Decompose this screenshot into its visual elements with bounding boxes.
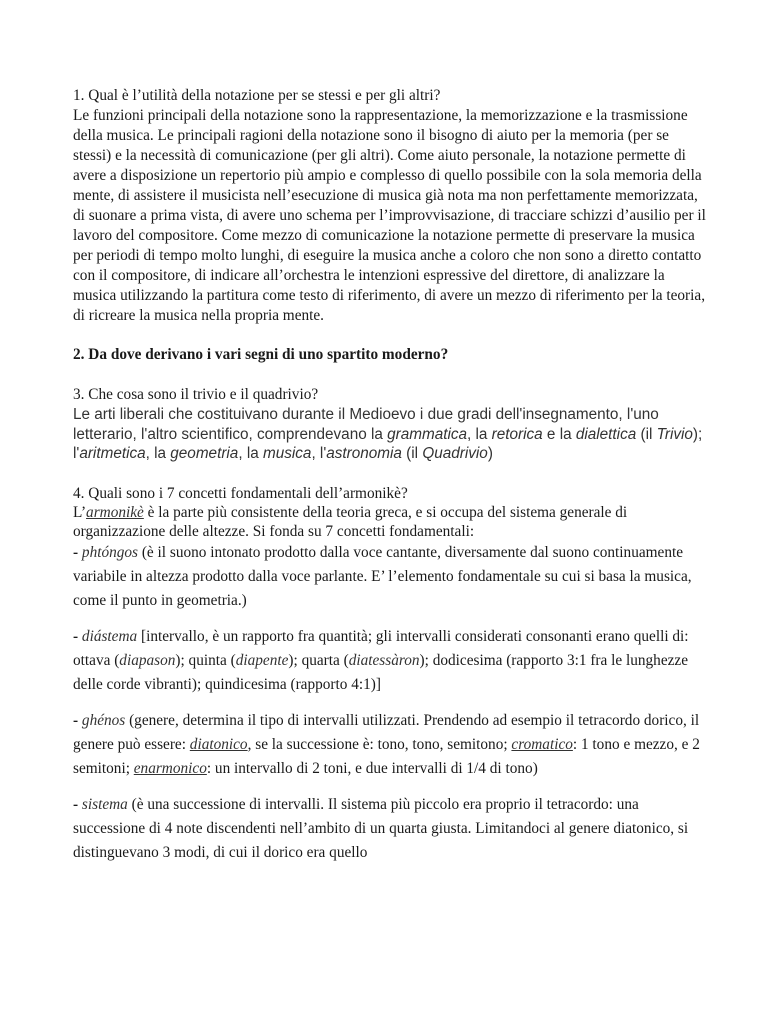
text-run: (è il suono intonato prodotto dalla voce cantante, diversamente dal suono continuamente variabile in altezza prodotto dalla voce parlante. E’ l’elemento fondamentale su cui si basa la musica, come il punto in geometria.) bbox=[73, 543, 692, 609]
term-diatessaron: diatessàron bbox=[348, 651, 420, 669]
text-run: ); dodicesima (rapporto 3:1 fra le lunghezze delle corde vibranti); quindicesima (rapporto 4:1)] bbox=[73, 651, 688, 693]
term-grammatica: grammatica bbox=[387, 425, 468, 443]
text-run: , la bbox=[238, 445, 263, 463]
term-geometria: geometria bbox=[170, 445, 239, 463]
text-run: , se la successione è: tono, tono, semitono; bbox=[247, 735, 512, 753]
term-retorica: retorica bbox=[491, 425, 543, 443]
term-astronomia: astronomia bbox=[326, 445, 402, 463]
text-run: L’ bbox=[73, 503, 87, 521]
term-cromatico-link[interactable]: cromatico bbox=[511, 735, 573, 753]
text-run: , la bbox=[145, 445, 171, 463]
term-dialettica: dialettica bbox=[575, 425, 637, 443]
text-run: (è una successione di intervalli. Il sistema più piccolo era proprio il tetracordo: una successione di 4 note discendenti nell’ambito di un quarta giusta. Limitandoci al genere diatonico, si distinguevano 3 modi, di cui il dorico era quello bbox=[73, 795, 689, 861]
question-2-title: 2. Da dove derivano i vari segni di uno spartito moderno? bbox=[73, 346, 449, 363]
question-1-answer: Le funzioni principali della notazione sono la rappresentazione, la memorizzazione e la trasmissione della musica. Le principali ragioni della notazione sono il bisogno di aiuto per la memoria (per se stessi) e la necessità di comunicazione (per gli altri). Come aiuto personale, la notazione permette di avere a disposizione un repertorio più ampio e complesso di quello possibile con la sola memoria della mente, di assistere il musicista nell’esecuzione di musica già nota ma non perfettamente memorizzata, di suonare a prima vista, di avere uno schema per l’improvvisazione, di tracciare schizzi d’ausilio per il lavoro del compositore. Come mezzo di comunicazione la notazione permette di preservare la musica per periodi di tempo molto lunghi, di eseguire la musica anche a coloro che non sono a diretto contatto con il compositore, di indicare all’orchestra le intenzioni espressive del direttore, di analizzare la musica utilizzando la partitura come testo di riferimento, di avere un mezzo di riferimento per la teoria, di ricreare la musica nella propria mente. bbox=[73, 107, 706, 324]
text-run: è la parte più consistente della teoria greca, e si occupa del sistema generale di organizzazione delle altezze. Si fonda su 7 concetti fondamentali: bbox=[73, 503, 628, 540]
term-ghenos: ghénos bbox=[81, 711, 126, 729]
concept-phtongos bbox=[73, 541, 708, 613]
term-sistema: sistema bbox=[81, 795, 128, 813]
text-run: Le arti liberali che costituivano durante il Medioevo i due gradi dell'insegnamento, l'uno letterario, l'altro scientifico, comprendevano la bbox=[73, 406, 659, 443]
term-diastema: diástema bbox=[81, 627, 138, 645]
term-diapason: diapason bbox=[119, 651, 176, 669]
question-1 bbox=[73, 86, 708, 326]
term-diatonico-link[interactable]: diatonico bbox=[189, 735, 248, 753]
text-run: , l' bbox=[311, 445, 327, 463]
text-run: e la bbox=[542, 425, 576, 443]
text-run: , la bbox=[467, 425, 492, 443]
term-diapente: diapente bbox=[235, 651, 289, 669]
text-run: ) bbox=[487, 445, 493, 463]
question-4-title: 4. Quali sono i 7 concetti fondamentali dell’armonikè? bbox=[73, 484, 408, 502]
term-enarmonico-link[interactable]: enarmonico bbox=[133, 759, 207, 777]
term-trivio: Trivio bbox=[656, 425, 693, 443]
text-run: (genere, determina il tipo di intervalli utilizzati. Prendendo ad esempio il tetracordo dorico, il genere può essere: bbox=[73, 711, 700, 753]
bullet-dash: - bbox=[73, 543, 82, 561]
concept-sistema bbox=[73, 793, 708, 865]
concept-diastema bbox=[73, 625, 708, 697]
question-3-answer bbox=[73, 405, 708, 464]
bullet-dash: - bbox=[73, 627, 82, 645]
text-run: [intervallo, è un rapporto fra quantità; gli intervalli considerati consonanti erano quelli di: ottava ( bbox=[73, 627, 689, 669]
text-run: ); quinta ( bbox=[175, 651, 236, 669]
question-3-title: 3. Che cosa sono il trivio e il quadrivio? bbox=[73, 386, 319, 403]
text-run: ); l' bbox=[73, 425, 703, 463]
bullet-dash: - bbox=[73, 795, 82, 813]
text-run: (il bbox=[636, 425, 657, 443]
text-run: : 1 tono e mezzo, e 2 semitoni; bbox=[73, 735, 700, 777]
text-run: : un intervallo di 2 toni, e due intervalli di 1/4 di tono) bbox=[206, 759, 538, 777]
question-4-intro bbox=[73, 503, 708, 541]
text-run: ); quarta ( bbox=[288, 651, 349, 669]
concept-ghenos bbox=[73, 709, 708, 781]
term-quadrivio: Quadrivio bbox=[422, 445, 488, 463]
term-armonike-link[interactable]: armonikè bbox=[86, 503, 144, 521]
text-run: (il bbox=[401, 445, 423, 463]
question-1-title: 1. Qual è l’utilità della notazione per se stessi e per gli altri? bbox=[73, 87, 441, 104]
term-musica: musica bbox=[262, 445, 312, 463]
bullet-dash: - bbox=[73, 711, 82, 729]
term-aritmetica: aritmetica bbox=[79, 445, 146, 463]
term-phtongos: phtóngos bbox=[81, 543, 139, 561]
